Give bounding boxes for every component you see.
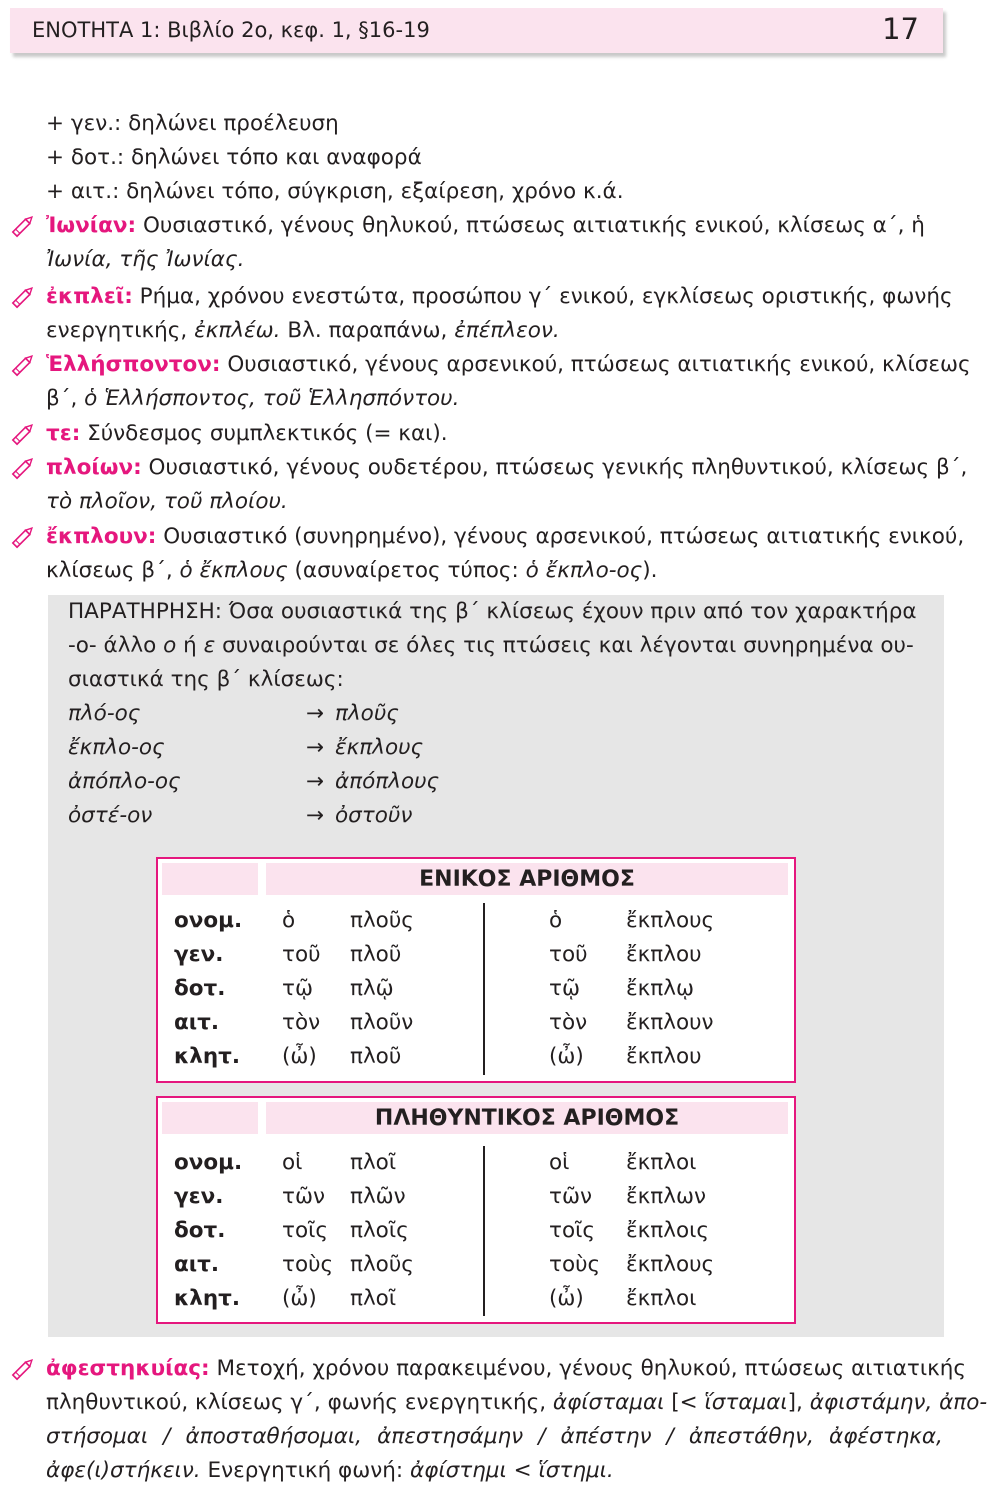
intro-line: + γεν.: δηλώνει προέλευση [46,111,339,136]
entry-line: πλοίων: Ουσιαστικό, γένους ουδετέρου, πτώσεως γενικής πληθυντικού, κλίσεως β΄, [46,455,968,480]
table-cell: ἔκπλου [626,942,702,967]
example-to: πλοῦς [335,701,399,726]
table-cell: πλοῦ [350,1044,402,1069]
entry-line: κλίσεως β΄, ὁ ἔκπλους (ασυναίρετος τύπος: ὁ ἔκπλο-ος). [46,558,658,583]
example-to: ἔκπλους [335,735,424,760]
entry-line: ἔκπλουν: Ουσιαστικό (συνηρημένο), γένους αρσενικού, πτώσεως αιτιατικής ενικού, [46,524,965,549]
table-cell: τῶν [549,1184,592,1209]
case-label: γεν. [174,942,224,967]
table-cell: πλοῦς [350,908,414,933]
example-from: ὀστέ-ον [68,803,153,828]
entry-line: ἀφεστηκυίας: Μετοχή, χρόνου παρακειμένου, γένους θηλυκού, πτώσεως αιτιατικής [46,1356,967,1381]
entry-line: ἐκπλεῖ: Ρήμα, χρόνου ενεστώτα, προσώπου γ΄ ενικού, εγκλίσεως οριστικής, φωνής [46,284,953,309]
entry-term: Ἑλλήσποντον: [46,352,221,377]
table-cell: τῷ [282,976,313,1001]
case-label: κλητ. [174,1286,241,1311]
entry-line: τε: Σύνδεσμος συμπλεκτικός (= και). [46,421,448,446]
note-line: -ο- άλλο ο ή ε συναιρούνται σε όλες τις πτώσεις και λέγονται συνηρημένα ου- [68,633,914,658]
case-label: δοτ. [174,1218,226,1243]
page-number: 17 [882,12,919,46]
entry-line: ενεργητικής, ἐκπλέω. Βλ. παραπάνω, ἐπέπλεον. [46,318,560,343]
table-cell: πλοῦ [350,942,402,967]
note-box [48,595,944,1337]
table-cell: (ὦ) [282,1044,317,1069]
entry-line: ἀφε(ι)στήκειν. Ενεργητική φωνή: ἀφίστημι < ἵστημι. [46,1458,614,1483]
table-cell: ὁ [282,908,296,933]
table-cell: πλοῦν [350,1010,414,1035]
intro-line: + αιτ.: δηλώνει τόπο, σύγκριση, εξαίρεση, χρόνο κ.ά. [46,179,624,204]
example-from: ἔκπλο-ος [68,735,165,760]
intro-line: + δοτ.: δηλώνει τόπο και αναφορά [46,145,422,170]
case-label: δοτ. [174,976,226,1001]
table-cell: πλῶν [350,1184,406,1209]
case-label: ονομ. [174,908,243,933]
case-label: αιτ. [174,1010,220,1035]
section-title: ΕΝΟΤΗΤΑ 1: Βιβλίο 2ο, κεφ. 1, §16-19 [32,18,430,42]
case-label: κλητ. [174,1044,241,1069]
plural-declension-table [156,1096,796,1324]
table-cell: ἔκπλοις [626,1218,710,1243]
case-label: ονομ. [174,1150,243,1175]
table-cell: τὸν [282,1010,321,1035]
entry-term: ἐκπλεῖ: [46,284,133,309]
pencil-icon [8,348,36,382]
pencil-icon [8,1352,36,1386]
pencil-icon [8,280,36,314]
entry-term: τε: [46,421,81,446]
case-label: αιτ. [174,1252,220,1277]
singular-declension-table [156,857,796,1083]
table-cell: τὸν [549,1010,588,1035]
arrow-icon: → [306,769,325,794]
table-cell: ἔκπλουν [626,1010,714,1035]
entry-line: τὸ πλοῖον, τοῦ πλοίου. [46,489,288,514]
table-cell: ἔκπλου [626,1044,702,1069]
page-header [10,8,943,53]
column-divider [483,903,485,1075]
case-label: γεν. [174,1184,224,1209]
table-cell: (ὦ) [549,1286,584,1311]
entry-term: ἔκπλουν: [46,524,157,549]
pencil-icon [8,451,36,485]
table-cell: ὁ [549,908,563,933]
entry-line: Ἰωνία, τῆς Ἰωνίας. [46,247,245,272]
table-cell: ἔκπλοι [626,1150,697,1175]
table-cell: (ὦ) [282,1286,317,1311]
table-cell: οἱ [282,1150,303,1175]
example-from: ἀπόπλο-ος [68,769,181,794]
entry-term: ἀφεστηκυίας: [46,1356,210,1381]
table-cell: τοῦ [282,942,321,967]
entry-term: πλοίων: [46,455,142,480]
entry-line: Ἰωνίαν: Ουσιαστικό, γένους θηλυκού, πτώσεως αιτιατικής ενικού, κλίσεως α΄, ἡ [46,213,925,238]
table-cell: πλοῖς [350,1218,409,1243]
arrow-icon: → [306,803,325,828]
example-to: ἀπόπλους [335,769,440,794]
table-cell: τοῦ [549,942,588,967]
entry-term: Ἰωνίαν: [46,213,137,238]
entry-line: πληθυντικού, κλίσεως γ΄, φωνής ενεργητικής, ἀφίσταμαι [< ἵσταμαι], ἀφιστάμην, ἀπο- [46,1390,987,1415]
table-cell: τοῖς [282,1218,328,1243]
column-divider [483,1146,485,1316]
table-cell: ἔκπλους [626,1252,715,1277]
table-cell: οἱ [549,1150,570,1175]
arrow-icon: → [306,735,325,760]
table-heading: ΕΝΙΚΟΣ ΑΡΙΘΜΟΣ [419,867,635,892]
table-cell: πλοῖ [350,1150,397,1175]
table-cell: τοῖς [549,1218,595,1243]
table-cell: ἔκπλους [626,908,715,933]
table-cell: τῷ [549,976,580,1001]
entry-line: στήσομαι / ἀποσταθήσομαι, ἀπεστησάμην / ἀπέστην / ἀπεστάθην, ἀφέστηκα, [46,1424,943,1449]
arrow-icon: → [306,701,325,726]
table-heading: ΠΛΗΘΥΝΤΙΚΟΣ ΑΡΙΘΜΟΣ [374,1106,680,1131]
entry-line: Ἑλλήσποντον: Ουσιαστικό, γένους αρσενικού, πτώσεως αιτιατικής ενικού, κλίσεως [46,352,971,377]
table-cell: ἔκπλῳ [626,976,694,1001]
table-cell: τοὺς [282,1252,334,1277]
table-cell: ἔκπλων [626,1184,706,1209]
note-line: σιαστικά της β΄ κλίσεως: [68,667,344,692]
note-line: ΠΑΡΑΤΗΡΗΣΗ: Όσα ουσιαστικά της β΄ κλίσεως έχουν πριν από τον χαρακτήρα [68,599,917,624]
table-cell: τοὺς [549,1252,601,1277]
example-to: ὀστοῦν [335,803,413,828]
pencil-icon [8,520,36,554]
table-cell: τῶν [282,1184,325,1209]
example-from: πλό-ος [68,701,141,726]
table-cell: ἔκπλοι [626,1286,697,1311]
pencil-icon [8,209,36,243]
table-cell: πλοῖ [350,1286,397,1311]
pencil-icon [8,417,36,451]
table-cell: πλοῦς [350,1252,414,1277]
table-cell: πλῷ [350,976,394,1001]
table-cell: (ὦ) [549,1044,584,1069]
entry-line: β΄, ὁ Ἑλλήσποντος, τοῦ Ἑλλησπόντου. [46,386,460,411]
